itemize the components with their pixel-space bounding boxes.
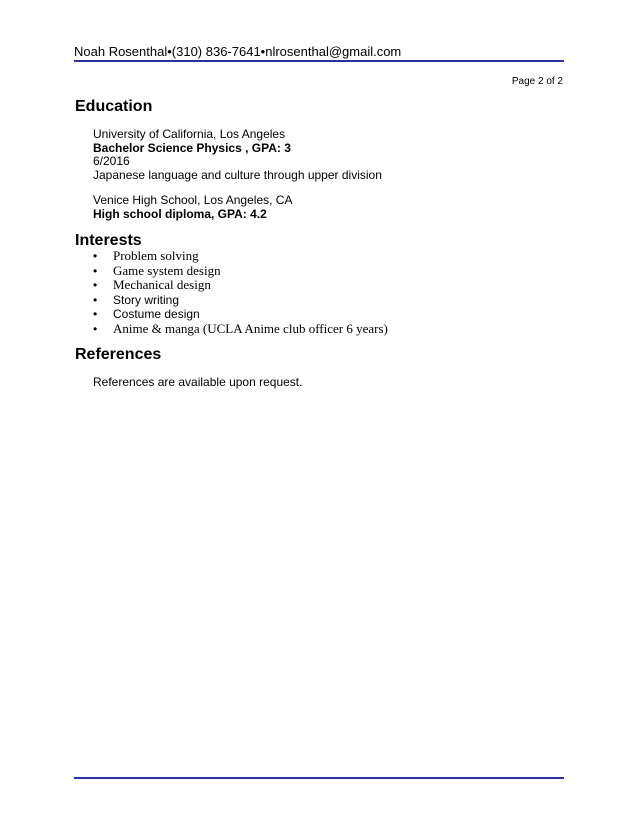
- list-item: • Anime & manga (UCLA Anime club officer 6 years): [93, 320, 388, 336]
- bullet-icon: •: [93, 249, 98, 263]
- interests-heading: Interests: [75, 232, 142, 249]
- bullet-icon: •: [93, 263, 98, 278]
- bullet-icon: •: [93, 292, 98, 307]
- graduation-date: 6/2016: [93, 154, 130, 168]
- references-heading: References: [75, 346, 162, 363]
- school-name: University of California, Los Angeles: [93, 127, 286, 141]
- header-rule: [74, 60, 564, 62]
- education-note: Japanese language and culture through upper division: [93, 167, 382, 182]
- list-item: • Story writing: [93, 292, 180, 307]
- degree: High school diploma, GPA: 4.2: [93, 206, 267, 221]
- references-text: [93, 376, 302, 390]
- list-item: • Mechanical design: [93, 277, 211, 292]
- interests-list: [93, 249, 388, 336]
- school-name: Venice High School, Los Angeles, CA: [93, 193, 293, 207]
- footer-rule: [74, 777, 564, 779]
- references-statement: References are available upon request.: [93, 375, 303, 389]
- education-heading: Education: [75, 98, 153, 115]
- bullet-icon: •: [93, 321, 98, 336]
- degree: Bachelor Science Physics , GPA: 3: [93, 140, 291, 155]
- bullet-icon: •: [93, 278, 98, 292]
- list-item: • Costume design: [93, 307, 200, 321]
- page-number: Page 2 of 2: [511, 76, 563, 87]
- list-item: • Game system design: [93, 262, 221, 278]
- contact-header: Noah Rosenthal•(310) 836-7641•nlrosenthal@gmail.com: [74, 44, 402, 59]
- education-block-highschool: [93, 194, 292, 221]
- list-item: • Problem solving: [93, 248, 199, 263]
- bullet-icon: •: [93, 307, 98, 321]
- education-block-university: [93, 128, 382, 182]
